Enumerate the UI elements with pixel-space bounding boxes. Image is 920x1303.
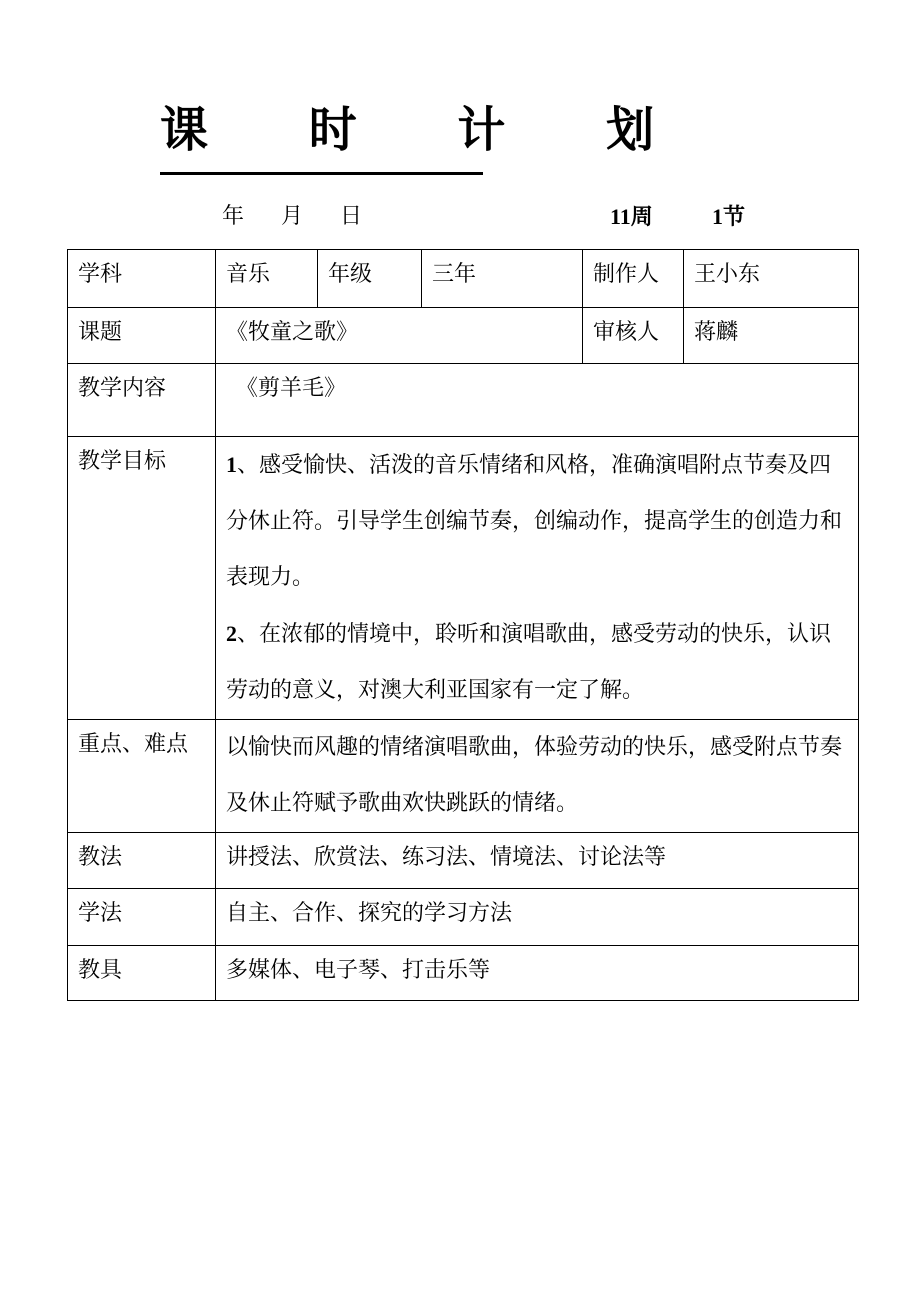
table-row [68,720,859,833]
learning-method-value: 自主、合作、探究的学习方法 [216,889,859,946]
week-field [610,203,653,231]
period-field [712,203,745,231]
content-label: 教学内容 [68,364,216,437]
teaching-tools-value: 多媒体、电子琴、打击乐等 [216,946,859,1001]
table-row [68,250,859,308]
content-value: 《剪羊毛》 [216,364,859,437]
date-fields [222,203,392,231]
author-label: 制作人 [583,250,684,308]
title-underline [160,172,483,175]
topic-value: 《牧童之歌》 [216,308,583,364]
goal-1 [226,437,848,606]
subject-value: 音乐 [216,250,318,308]
goal-2-number: 2 [226,621,237,646]
teaching-tools-label: 教具 [68,946,216,1001]
table-row [68,364,859,437]
goal-2-text: 、在浓郁的情境中，聆听和演唱歌曲，感受劳动的快乐，认识劳动的意义，对澳大利亚国家有一定了解。 [226,622,832,703]
table-row [68,889,859,946]
day-label: 日 [340,204,363,229]
goals-value [216,437,859,720]
month-label: 月 [281,204,304,229]
reviewer-value: 蒋麟 [684,308,859,364]
goals-label: 教学目标 [68,437,216,720]
grade-value: 三年 [422,250,583,308]
goal-2 [226,606,848,719]
table-row [68,833,859,889]
week-label: 周 [630,204,653,230]
lesson-plan-table [67,249,859,1001]
table-row [68,437,859,720]
table-row [68,308,859,364]
teaching-method-label: 教法 [68,833,216,889]
key-points-value: 以愉快而风趣的情绪演唱歌曲，体验劳动的快乐，感受附点节奏及休止符赋予歌曲欢快跳跃的情绪。 [216,720,859,833]
teaching-method-value: 讲授法、欣赏法、练习法、情境法、讨论法等 [216,833,859,889]
goal-1-number: 1 [226,452,237,477]
table-row [68,946,859,1001]
grade-label: 年级 [318,250,422,308]
week-number: 11 [610,204,631,229]
reviewer-label: 审核人 [583,308,684,364]
year-label: 年 [222,204,245,229]
author-value: 王小东 [684,250,859,308]
learning-method-label: 学法 [68,889,216,946]
page-title: 课 时 计 划 [160,102,697,158]
period-label: 节 [723,204,746,230]
topic-label: 课题 [68,308,216,364]
key-points-label: 重点、难点 [68,720,216,833]
goal-1-text: 、感受愉快、活泼的音乐情绪和风格，准确演唱附点节奏及四分休止符。引导学生创编节奏，创编动作，提高学生的创造力和表现力。 [226,453,843,590]
subject-label: 学科 [68,250,216,308]
period-number: 1 [712,204,723,229]
